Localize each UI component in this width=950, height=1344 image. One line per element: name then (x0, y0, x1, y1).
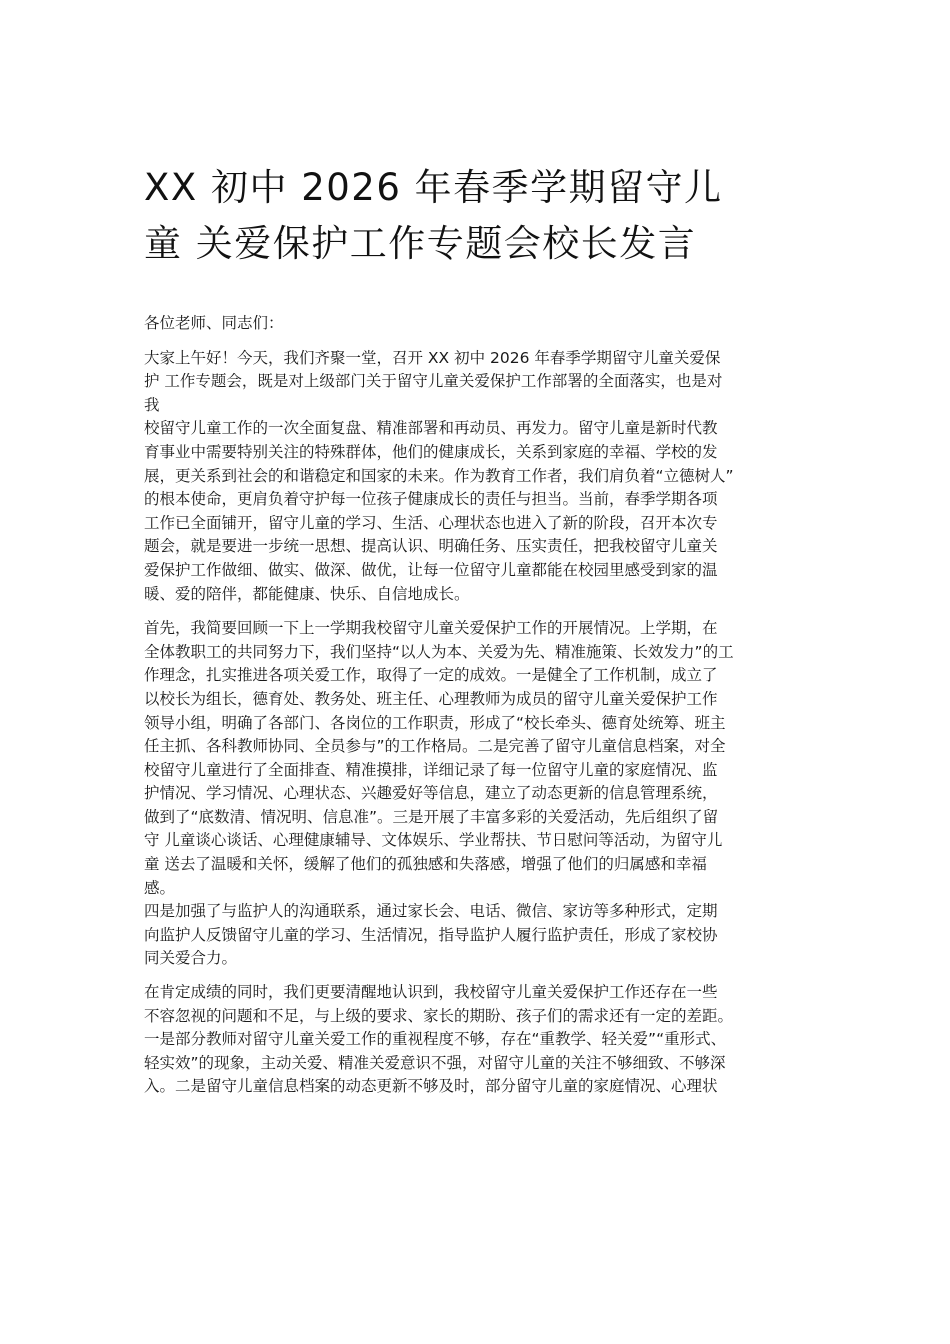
text-line: 做到了“底数清、情况明、信息准”。三是开展了丰富多彩的关爱活动，先后组织了留 (144, 807, 719, 826)
text-line: 爱保护工作做细、做实、做深、做优，让每一位留守儿童都能在校园里感受到家的温 (144, 560, 718, 579)
text-line: 四是加强了与监护人的沟通联系，通过家长会、电话、微信、家访等多种形式，定期 (144, 902, 718, 921)
title-line: 童 关爱保护工作专题会校长发言 (144, 222, 697, 265)
greeting: 各位老师、同志们： (144, 314, 284, 332)
text-line: 轻实效”的现象，主动关爱、精准关爱意识不强，对留守儿童的关注不够细致、不够深 (144, 1053, 726, 1072)
text-line: 以校长为组长，德育处、教务处、班主任、心理教师为成员的留守儿童关爱保护工作 (144, 689, 718, 708)
text-line: 题会，就是要进一步统一思想、提高认识、明确任务、压实责任，把我校留守儿童关 (144, 537, 718, 556)
title-line: XX 初中 2026 年春季学期留守儿 (144, 166, 723, 209)
text-line: 一是部分教师对留守儿童关爱工作的重视程度不够，存在“重教学、轻关爱”“重形式、 (144, 1030, 727, 1049)
text-line: 我 (144, 395, 160, 414)
paragraph-problems (144, 981, 824, 1099)
text-line: 校留守儿童进行了全面排查、精准摸排，详细记录了每一位留守儿童的家庭情况、监 (144, 760, 718, 779)
text-line: 护情况、学习情况、心理状态、兴趣爱好等信息，建立了动态更新的信息管理系统， (144, 784, 718, 803)
document-body (144, 312, 824, 1099)
text-line: 全体教职工的共同努力下，我们坚持“以人为本、关爱为先、精准施策、长效发力”的工 (144, 642, 734, 661)
text-line: 感。 (144, 878, 176, 897)
text-line: 暖、爱的陪伴，都能健康、快乐、自信地成长。 (144, 584, 470, 603)
text-line: 的根本使命，更肩负着守护每一位孩子健康成长的责任与担当。当前，春季学期各项 (144, 490, 718, 509)
text-line: 向监护人反馈留守儿童的学习、生活情况，指导监护人履行监护责任，形成了家校协 (144, 925, 718, 944)
text-line: 首先，我简要回顾一下上一学期我校留守儿童关爱保护工作的开展情况。上学期，在 (144, 619, 718, 638)
paragraph-guardian (144, 900, 824, 971)
paragraph-opening (144, 347, 824, 607)
text-line: 护 工作专题会，既是对上级部门关于留守儿童关爱保护工作部署的全面落实，也是对 (144, 372, 723, 391)
text-line: 育事业中需要特别关注的特殊群体，他们的健康成长，关系到家庭的幸福、学校的发 (144, 442, 718, 461)
text-line: 同关爱合力。 (144, 949, 238, 968)
text-line: 工作已全面铺开，留守儿童的学习、生活、心理状态也进入了新的阶段，召开本次专 (144, 513, 718, 532)
text-line: 大家上午好！今天，我们齐聚一堂，召开 XX 初中 2026 年春季学期留守儿童关爱保 (144, 348, 721, 367)
text-line: 不容忽视的问题和不足，与上级的要求、家长的期盼、孩子们的需求还有一定的差距。 (144, 1006, 734, 1025)
paragraph-review (144, 617, 824, 900)
text-line: 任主抓、各科教师协同、全员参与”的工作格局。二是完善了留守儿童信息档案，对全 (144, 737, 726, 756)
text-line: 入。二是留守儿童信息档案的动态更新不够及时，部分留守儿童的家庭情况、心理状 (144, 1077, 718, 1096)
text-line: 童 送去了温暖和关怀，缓解了他们的孤独感和失落感，增强了他们的归属感和幸福 (144, 855, 707, 874)
text-line: 守 儿童谈心谈话、心理健康辅导、文体娱乐、学业帮扶、节日慰问等活动，为留守儿 (144, 831, 723, 850)
text-line: 展，更关系到社会的和谐稳定和国家的未来。作为教育工作者，我们肩负着“立德树人” (144, 466, 734, 485)
text-line: 领导小组，明确了各部门、各岗位的工作职责，形成了“校长牵头、德育处统筹、班主 (144, 713, 726, 732)
text-line: 校留守儿童工作的一次全面复盘、精准部署和再动员、再发力。留守儿童是新时代教 (144, 419, 718, 438)
document-title (144, 160, 824, 272)
text-line: 在肯定成绩的同时，我们更要清醒地认识到，我校留守儿童关爱保护工作还存在一些 (144, 983, 718, 1002)
text-line: 作理念，扎实推进各项关爱工作，取得了一定的成效。一是健全了工作机制，成立了 (144, 666, 718, 685)
